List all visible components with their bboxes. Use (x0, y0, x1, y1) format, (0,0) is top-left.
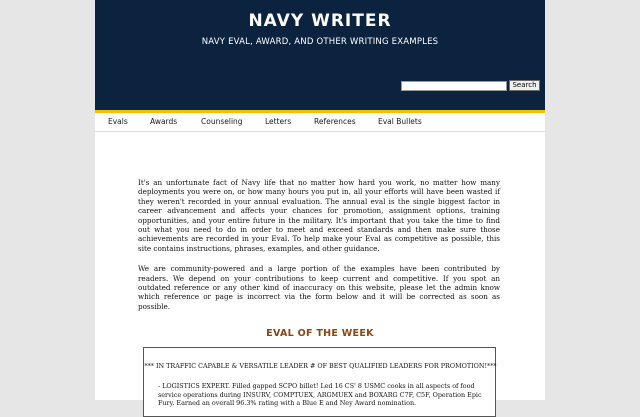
community-paragraph: We are community-powered and a large portion of the examples have been contributed by readers. We depend on your contributions to keep current and competitive. If you spot an outdated reference or any other kind of inaccuracy on this website, please let the admin know which reference or page is incorrect via the form below and it will be corrected as soon as possible. (138, 264, 500, 311)
nav-item-awards[interactable]: Awards (150, 117, 178, 126)
search-button[interactable]: Search (509, 80, 540, 91)
intro-paragraph: It's an unfortunate fact of Navy life that no matter how hard you work, no matter how many deployments you were on, or how many hours you put in, all your efforts will have been wasted if they weren't recorded in your annual evaluation. The annual eval is the single biggest factor in career advancement and affects your chances for promotion, assignment options, training opportunities, and your entire future in the military. It's important that you take the time to find out what you need to do in order to meet and exceed standards and then make sure those achievements are recorded in your Eval. To help make your Eval as competitive as possible, this site contains instructions, phrases, examples, and other guidance. (138, 178, 500, 253)
nav-item-eval-bullets[interactable]: Eval Bullets (378, 117, 422, 126)
eval-headline: *** IN TRAFFIC CAPABLE & VERSATILE LEADER # OF BEST QUALIFIED LEADERS FOR PROMOTION!*** (144, 362, 497, 370)
nav-item-references[interactable]: References (314, 117, 356, 126)
search-input[interactable] (401, 81, 507, 91)
nav-divider (95, 131, 545, 132)
site-title[interactable]: NAVY WRITER (248, 11, 392, 31)
nav-item-evals[interactable]: Evals (108, 117, 128, 126)
nav-item-letters[interactable]: Letters (265, 117, 292, 126)
main-nav (95, 113, 545, 131)
intro-content (138, 178, 500, 322)
page-container (95, 0, 545, 408)
eval-body: - LOGISTICS EXPERT. Filled gapped SCPO billet! Led 16 CS' 8 USMC cooks in all aspects of food service operations during INSURV, COMPTUEX, ARGMUEX and BOXARG C7F, C5F, Operation Epic Fury. Earned an overall 96.3% rating with a Blue E and Ney Award nomination. (158, 382, 482, 408)
eval-of-week-box (143, 347, 496, 417)
nav-item-counseling[interactable]: Counseling (201, 117, 243, 126)
site-header (95, 0, 545, 110)
eval-of-week-heading: EVAL OF THE WEEK (266, 328, 374, 339)
site-subtitle: NAVY EVAL, AWARD, AND OTHER WRITING EXAMPLES (201, 37, 439, 47)
